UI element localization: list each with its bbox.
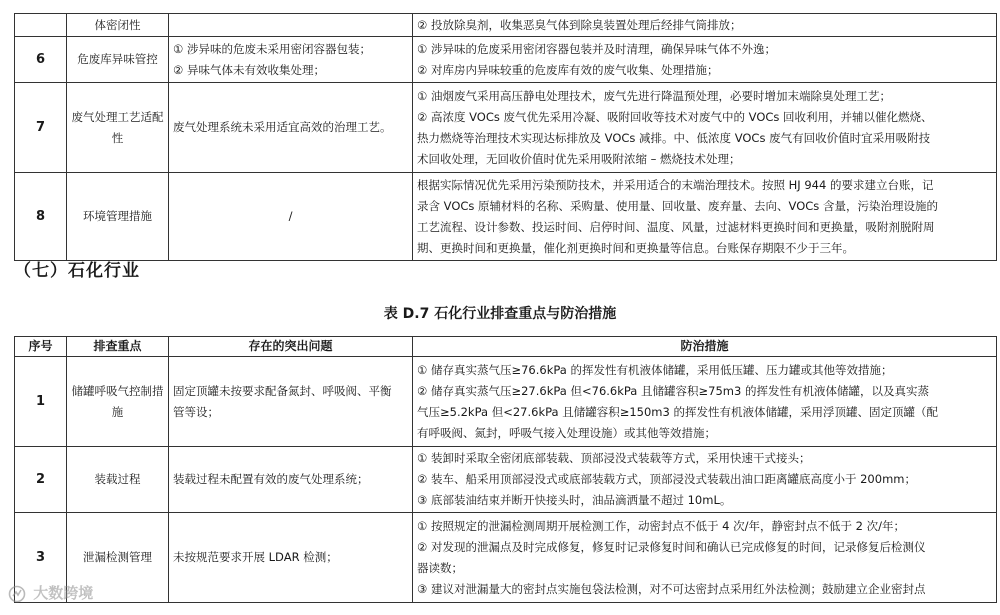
- problem-line: 未按规范要求开展 LDAR 检测；: [173, 550, 338, 564]
- table-row: [15, 14, 997, 37]
- problem-cell: [169, 37, 413, 83]
- problem-cell: [169, 513, 413, 603]
- row-number: 8: [15, 173, 67, 261]
- problem-line: ① 涉异味的危废未采用密闭容器包装；: [173, 41, 371, 56]
- measure-line: ① 油烟废气采用高压静电处理技术，废气先进行降温预处理，必要时增加末端除臭处理工艺；: [417, 88, 891, 103]
- measure-line: ① 涉异味的危废采用密闭容器包装并及时清理，确保异味气体不外逸；: [417, 41, 776, 56]
- problem-cell: [169, 173, 413, 261]
- problem-cell: [169, 83, 413, 173]
- check-key: 装载过程: [67, 447, 169, 513]
- measure-line: 工艺流程、设计参数、投运时间、启停时间、温度、风量，过滤材料更换时间和更换量，吸附剂脱附周: [417, 219, 935, 234]
- measure-line: ② 投放除臭剂，收集恶臭气体到除臭装置处理后经排气筒排放；: [417, 17, 742, 32]
- measure-line: ① 储存真实蒸气压≥76.6kPa 的挥发性有机液体储罐，采用低压罐、压力罐或其他等效措施；: [417, 362, 893, 377]
- problem-cell: [169, 357, 413, 447]
- table-row: [15, 173, 997, 261]
- table-header-row: [15, 337, 997, 357]
- measure-line: 气压≥5.2kPa 但<27.6kPa 且储罐容积≥150m3 的挥发性有机液体储罐，采用浮顶罐、固定顶罐（配: [417, 404, 938, 419]
- problem-line: /: [288, 209, 293, 223]
- measures-cell: [413, 357, 997, 447]
- check-key: 泄漏检测管理: [67, 513, 169, 603]
- header-problem: 存在的突出问题: [169, 337, 413, 357]
- measure-line: ① 装卸时采取全密闭底部装载、顶部浸没式装载等方式，采用快速干式接头；: [417, 451, 811, 465]
- watermark-text: 大数跨境: [33, 584, 94, 602]
- section-title: （七）石化行业: [14, 261, 140, 281]
- measures-cell: [413, 14, 997, 37]
- measure-line: 有呼吸阀、氮封，呼吸气接入处理设施）或其他等效措施；: [417, 425, 716, 440]
- header-check-key: 排查重点: [67, 337, 169, 357]
- measure-line: ② 高浓度 VOCs 废气优先采用冷凝、吸附回收等技术对废气中的 VOCs 回收利用，并辅以催化燃烧、: [417, 109, 933, 124]
- check-key: 体密闭性: [67, 14, 169, 37]
- problem-line: 废气处理系统未采用适宜高效的治理工艺。: [173, 120, 392, 134]
- measure-line: ③ 底部装油结束并断开快接头时，油品滴洒量不超过 10mL。: [417, 493, 732, 507]
- measure-line: 器读数；: [417, 560, 463, 575]
- problem-cell: [169, 14, 413, 37]
- measures-cell: [413, 447, 997, 513]
- petrochemical-table: [14, 336, 997, 603]
- measure-line: 根据实际情况优先采用污染预防技术，并采用适合的末端治理技术。按照 HJ 944 的要求建立台账，记: [417, 177, 934, 192]
- watermark: [8, 582, 93, 603]
- header-number: 序号: [15, 337, 67, 357]
- problem-line: 固定顶罐未按要求配备氮封、呼吸阀、平衡: [173, 383, 392, 398]
- measure-line: ③ 建议对泄漏量大的密封点实施包袋法检测，对不可达密封点采用红外法检测；鼓励建立企业密封点: [417, 581, 926, 596]
- table-caption: 表 D.7 石化行业排查重点与防治措施: [383, 306, 617, 322]
- measure-line: ② 对发现的泄漏点及时完成修复，修复时记录修复时间和确认已完成修复的时间，记录修复后检测仪: [417, 539, 926, 554]
- row-number: 7: [15, 83, 67, 173]
- measure-line: ② 装车、船采用顶部浸没式或底部装载方式，顶部浸没式装载出油口距离罐底高度小于 200mm；: [417, 472, 916, 486]
- header-measures: 防治措施: [413, 337, 997, 357]
- table-row: [15, 447, 997, 513]
- row-number: 3: [15, 513, 67, 603]
- measure-line: ② 储存真实蒸气压≥27.6kPa 但<76.6kPa 且储罐容积≥75m3 的挥发性有机液体储罐，以及真实蒸: [417, 383, 929, 398]
- row-number: 1: [15, 357, 67, 447]
- measures-cell: [413, 37, 997, 83]
- measure-line: 术回收处理，无回收价值时优先采用吸附浓缩 – 燃烧技术处理；: [417, 151, 741, 166]
- table-row: [15, 513, 997, 603]
- measures-cell: [413, 83, 997, 173]
- table-row: [15, 83, 997, 173]
- row-number: 6: [15, 37, 67, 83]
- measure-line: ② 对库房内异味较重的危废库有效的废气收集、处理措施；: [417, 62, 719, 77]
- table-row: [15, 37, 997, 83]
- check-key: 储罐呼吸气控制措施: [67, 357, 169, 447]
- problem-cell: [169, 447, 413, 513]
- problem-line: 管等设；: [173, 404, 219, 419]
- row-number: 2: [15, 447, 67, 513]
- row-number: [15, 14, 67, 37]
- measures-cell: [413, 173, 997, 261]
- table-row: [15, 357, 997, 447]
- measure-line: 期、更换时间和更换量，催化剂更换时间和更换量等信息。台账保存期限不少于三年。: [417, 240, 854, 255]
- measure-line: 录含 VOCs 原辅材料的名称、采购量、使用量、回收量、废弃量、去向、VOCs 含量，污染治理设施的: [417, 198, 938, 213]
- watermark-logo-icon: [8, 585, 26, 603]
- problem-line: 装载过程未配置有效的废气处理系统；: [173, 472, 369, 486]
- measures-cell: [413, 513, 997, 603]
- measure-line: ① 按照规定的泄漏检测周期开展检测工作，动密封点不低于 4 次/年，静密封点不低于 2 次/年；: [417, 518, 905, 533]
- measure-line: 热力燃烧等治理技术实现达标排放及 VOCs 减排。中、低浓度 VOCs 废气有回收价值时宜采用吸附技: [417, 130, 931, 145]
- check-key: 废气处理工艺适配性: [67, 83, 169, 173]
- check-key: 环境管理措施: [67, 173, 169, 261]
- check-key: 危废库异味管控: [67, 37, 169, 83]
- top-table: [14, 13, 997, 261]
- problem-line: ② 异味气体未有效收集处理；: [173, 62, 325, 77]
